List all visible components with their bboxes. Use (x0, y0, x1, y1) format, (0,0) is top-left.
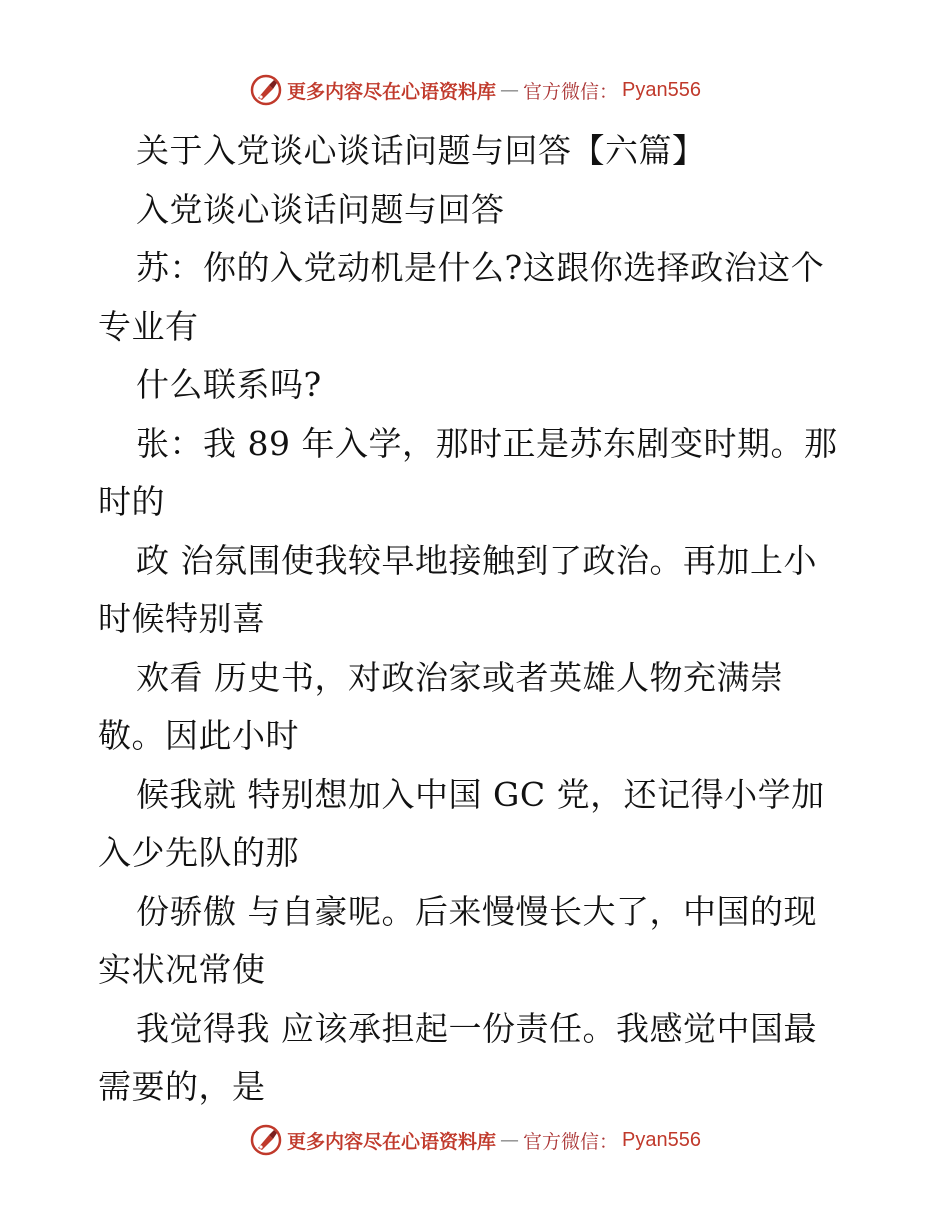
watermark-footer (0, 1120, 950, 1160)
text-line: 候我就 特别想加入中国 GC 党，还记得小学加 (136, 774, 825, 814)
text-line: 专业有 (98, 306, 199, 346)
text-line: 关于入党谈心谈话问题与回答【六篇】 (136, 131, 706, 170)
banner-wechat-id: Pyan556 (622, 1128, 701, 1151)
banner-dash: — (500, 1129, 520, 1151)
watermark-header (0, 70, 950, 110)
text-line: 时的 (98, 482, 165, 521)
banner-main-text: 更多内容尽在心语资料库 (287, 1130, 497, 1153)
text-line: 份骄傲 与自豪呢。后来慢慢长大了，中国的现 (136, 891, 817, 931)
text-line: 入党谈心谈话问题与回答 (136, 189, 505, 229)
text-line: 敬。因此小时 (98, 716, 299, 755)
text-line: 实状况常使 (98, 950, 266, 989)
text-line: 欢看 历史书，对政治家或者英雄人物充满崇 (136, 657, 784, 697)
text-line: 入少先队的那 (98, 833, 299, 872)
pen-nib-circle-icon (249, 1123, 283, 1157)
banner-main-text: 更多内容尽在心语资料库 (287, 80, 497, 103)
text-line: 张：我 89 年入学，那时正是苏东剧变时期。那 (136, 423, 838, 463)
banner-wechat-label: 官方微信： (523, 80, 619, 103)
banner-wechat-id: Pyan556 (622, 78, 701, 101)
banner-wechat-label: 官方微信： (523, 1130, 619, 1153)
document-body (98, 122, 868, 1117)
text-line: 苏：你的入党动机是什么?这跟你选择政治这个 (136, 248, 825, 287)
text-line: 我觉得我 应该承担起一份责任。我感觉中国最 (136, 1008, 817, 1048)
promo-banner (249, 73, 701, 107)
promo-banner (249, 1123, 701, 1157)
text-line: 政 治氛围使我较早地接触到了政治。再加上小 (136, 540, 817, 580)
text-line: 什么联系吗? (136, 365, 322, 404)
text-line: 需要的，是 (98, 1067, 266, 1106)
text-line: 时候特别喜 (98, 599, 266, 638)
pen-nib-circle-icon (249, 73, 283, 107)
banner-dash: — (500, 79, 520, 101)
